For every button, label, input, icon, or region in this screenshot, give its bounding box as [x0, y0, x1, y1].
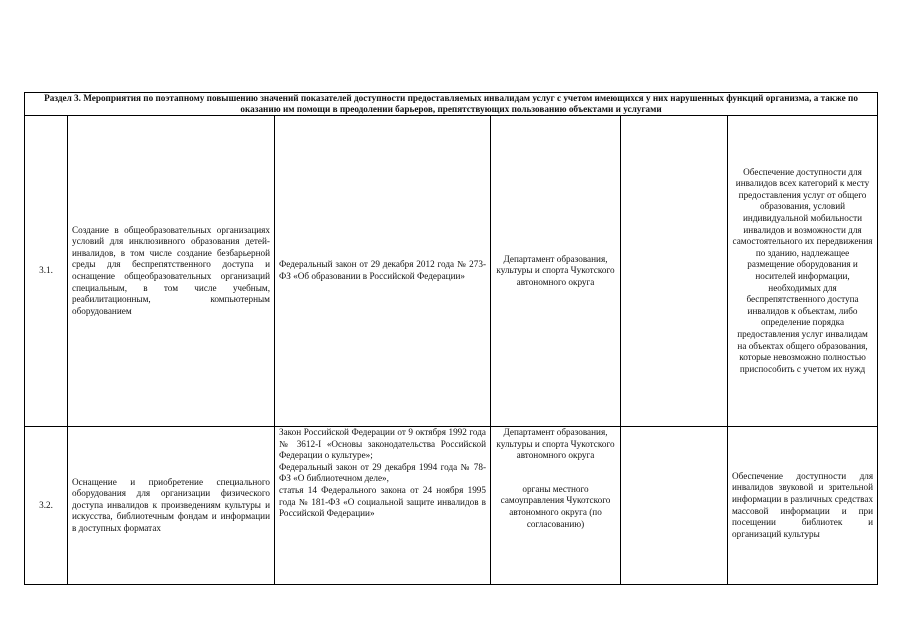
legal-basis-item: Закон Российской Федерации от 9 октября 1992 года № 3612-I «Основы законодательства Российской Федерации о культуре»; [279, 427, 486, 461]
responsible-item: Департамент образования, культуры и спорта Чукотского автономного округа [496, 427, 615, 461]
table-row [25, 116, 878, 427]
term-cell [621, 116, 728, 427]
responsible-spacer [495, 462, 616, 484]
legal-basis-item: статья 14 Федерального закона от 24 ноября 1995 года № 181-ФЗ «О социальной защите инвалидов в Российской Федерации» [279, 484, 486, 519]
responsible-cell [491, 427, 621, 585]
row-number: 3.2. [25, 427, 68, 585]
measures-table [24, 92, 878, 585]
legal-basis-item: Федеральный закон от 29 декабря 1994 года № 78-ФЗ «О библиотечном деле», [279, 461, 486, 484]
section-title: Раздел 3. Мероприятия по поэтапному повышению значений показателей доступности предоставляемых инвалидам услуг с учетом имеющихся у них нарушенных функций организма, а также по оказанию им помощи в преодолении барьеров, препятствующих пользованию объектами и услугами [25, 93, 878, 116]
measure-cell: Оснащение и приобретение специального оборудования для организации физического доступа инвалидов к произведениям культуры и искусства, библиотечным фондам и информации в доступных форматах [68, 427, 275, 585]
result-cell: Обеспечение доступности для инвалидов звуковой и зрительной информации в различных средствах массовой информации и при посещении библиотек и организаций культуры [728, 427, 878, 585]
responsible-cell: Департамент образования, культуры и спорта Чукотского автономного округа [491, 116, 621, 427]
legal-basis-cell: Федеральный закон от 29 декабря 2012 года № 273-ФЗ «Об образовании в Российской Федерации» [275, 116, 491, 427]
term-cell [621, 427, 728, 585]
responsible-item: органы местного самоуправления Чукотского автономного округа (по согласованию) [500, 483, 611, 529]
legal-basis-cell [275, 427, 491, 585]
result-cell: Обеспечение доступности для инвалидов всех категорий к месту предоставления услуг от общего образования, условий индивидуальной мобильности инвалидов и возможности для самостоятельного их передвижения по зданию, надлежащее размещение оборудования и носителей информации, необходимых для беспрепятственного доступа инвалидов к объектам, либо определение порядка предоставления услуг инвалидам на объектах общего образования, которые невозможно полностью приспособить с учетом их нужд [728, 116, 878, 427]
row-number: 3.1. [25, 116, 68, 427]
table-row [25, 427, 878, 585]
section-header-row [25, 93, 878, 116]
measure-cell: Создание в общеобразовательных организациях условий для инклюзивного образования детей-инвалидов, в том числе создание безбарьерной среды для беспрепятственного доступа и оснащение общеобразовательных организаций специальным, в том числе учебным, реабилитационным, компьютерным оборудованием [68, 116, 275, 427]
